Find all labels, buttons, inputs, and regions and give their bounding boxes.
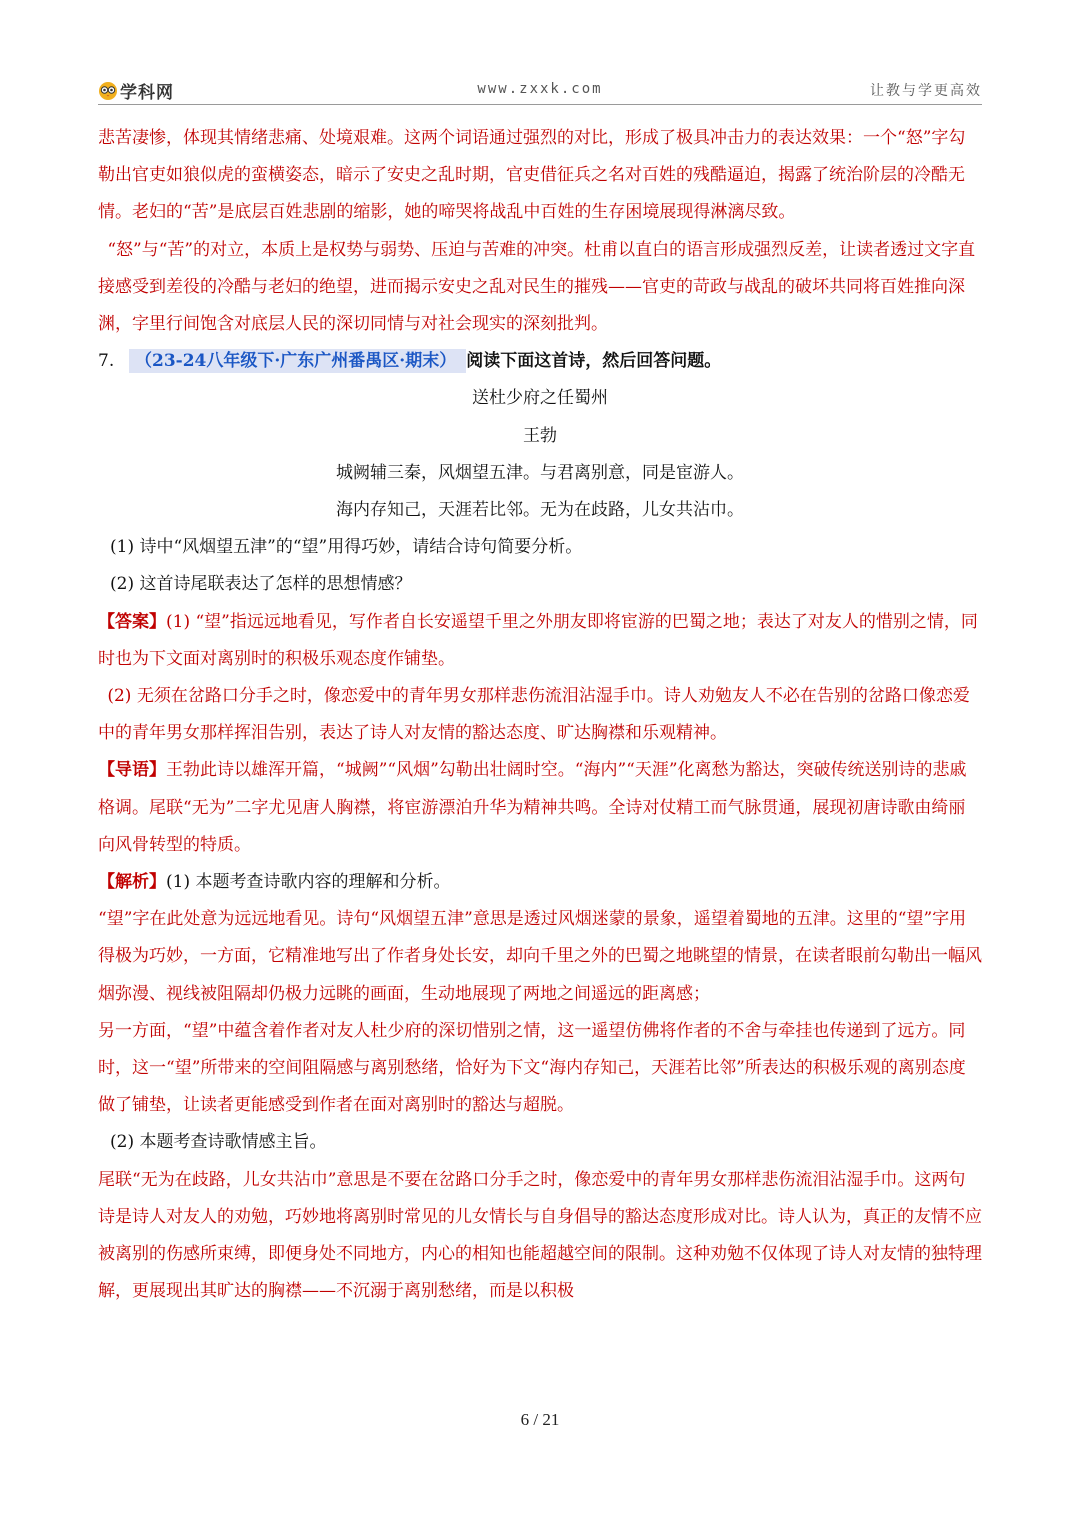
analysis-label: 【解析】 — [98, 872, 166, 893]
page-number: 6 / 21 — [520, 1410, 560, 1429]
sub-question: (2) 这首诗尾联表达了怎样的思想情感？ — [110, 574, 412, 595]
answer-part-2: (2) 无须在岔路口分手之时，像恋爱中的青年男女那样悲伤流泪沾湿手巾。诗人劝勉友人不必在告别的岔路口像恋爱中的青年男女那样挥泪告别，表达了诗人对友情的豁达态度、旷达胸襟和乐观精神。 — [98, 686, 970, 744]
answer-paragraph: “怒”与“苦”的对立，本质上是权势与弱势、压迫与苦难的冲突。杜甫以直白的语言形成强烈反差，让读者透过文字直接感受到差役的冷酷与老妇的绝望，进而揭示安史之乱对民生的摧残——官吏的苛政与战乱的破坏共同将百姓推向深渊，字里行间饱含对底层人民的深切同情与对社会现实的深刻批判。 — [98, 239, 976, 335]
site-url[interactable]: www.zxxk.com — [477, 81, 603, 97]
guide-text: 王勃此诗以雄浑开篇，“城阙”“风烟”勾勒出壮阔时空。“海内”“天涯”化离愁为豁达，突破传统送别诗的悲戚格调。尾联“无为”二字尤见唐人胸襟，将宦游漂泊升华为精神共鸣。全诗对仗精工而气脉贯通，展现初唐诗歌由绮丽向风骨转型的特质。 — [98, 760, 967, 855]
sub-question: (1) 诗中“风烟望五津”的“望”用得巧妙，请结合诗句简要分析。 — [110, 537, 583, 558]
analysis-intro: (1) 本题考查诗歌内容的理解和分析。 — [166, 872, 451, 893]
question-header — [98, 343, 982, 380]
site-slogan: 让教与学更高效 — [870, 83, 982, 99]
analysis-paragraph: “望”字在此处意为远远地看见。诗句“风烟望五津”意思是透过风烟迷蒙的景象，遥望着蜀地的五津。这里的“望”字用得极为巧妙，一方面，它精准地写出了作者身处长安，却向千里之外的巴蜀之地眺望的情景，在读者眼前勾勒出一幅风烟弥漫、视线被阻隔却仍极力远眺的画面，生动地展现了两地之间遥远的距离感； — [98, 909, 982, 1004]
analysis-block — [98, 864, 982, 901]
guide-block — [98, 752, 982, 864]
poem-line: 海内存知己，天涯若比邻。无为在歧路，儿女共沾巾。 — [336, 500, 744, 521]
question-prompt: 阅读下面这首诗，然后回答问题。 — [466, 351, 722, 372]
poem-line: 城阙辅三秦，风烟望五津。与君离别意，同是宦游人。 — [336, 462, 744, 483]
logo-text: 学科网 — [120, 83, 174, 103]
answer-paragraph: 悲苦凄惨，体现其情绪悲痛、处境艰难。这两个词语通过强烈的对比，形成了极具冲击力的表达效果：一个“怒”字勾勒出官吏如狼似虎的蛮横姿态，暗示了安史之乱时期，官吏借征兵之名对百姓的残酷逼迫，揭露了统治阶层的冷酷无情。老妇的“苦”是底层百姓悲剧的缩影，她的啼哭将战乱中百姓的生存困境展现得淋漓尽致。 — [98, 128, 966, 223]
question-number: 7. — [98, 351, 115, 372]
analysis-paragraph: 另一方面，“望”中蕴含着作者对友人杜少府的深切惜别之情，这一遥望仿佛将作者的不舍与牵挂也传递到了远方。同时，这一“望”所带来的空间阻隔感与离别愁绪，恰好为下文“海内存知己，天涯若比邻”所表达的积极乐观的离别态度做了铺垫，让读者更能感受到作者在面对离别时的豁达与超脱。 — [98, 1020, 966, 1116]
poem-author: 王勃 — [523, 425, 557, 446]
answer-block — [98, 604, 982, 678]
answer-part-1: (1) “望”指远远地看见，写作者自长安遥望千里之外朋友即将宦游的巴蜀之地；表达了对友人的惜别之情，同时也为下文面对离别时的积极乐观态度作铺垫。 — [98, 611, 978, 669]
poem-title: 送杜少府之任蜀州 — [472, 388, 608, 409]
guide-label: 【导语】 — [98, 760, 166, 781]
question-source-tag[interactable]: （23-24八年级下·广东广州番禺区·期末） — [129, 349, 466, 373]
document-body — [98, 120, 982, 1311]
analysis-intro-2: (2) 本题考查诗歌情感主旨。 — [110, 1132, 327, 1153]
page-header — [98, 72, 982, 105]
answer-label: 【答案】 — [98, 611, 166, 632]
analysis-paragraph: 尾联“无为在歧路，儿女共沾巾”意思是不要在岔路口分手之时，像恋爱中的青年男女那样悲伤流泪沾湿手巾。这两句诗是诗人对友人的劝勉，巧妙地将离别时常见的儿女情长与自身倡导的豁达态度形成对比。诗人认为，真正的友情不应被离别的伤感所束缚，即便身处不同地方，内心的相知也能超越空间的限制。这种劝勉不仅体现了诗人对友情的独特理解，更展现出其旷达的胸襟——不沉溺于离别愁绪，而是以积极 — [98, 1169, 982, 1302]
